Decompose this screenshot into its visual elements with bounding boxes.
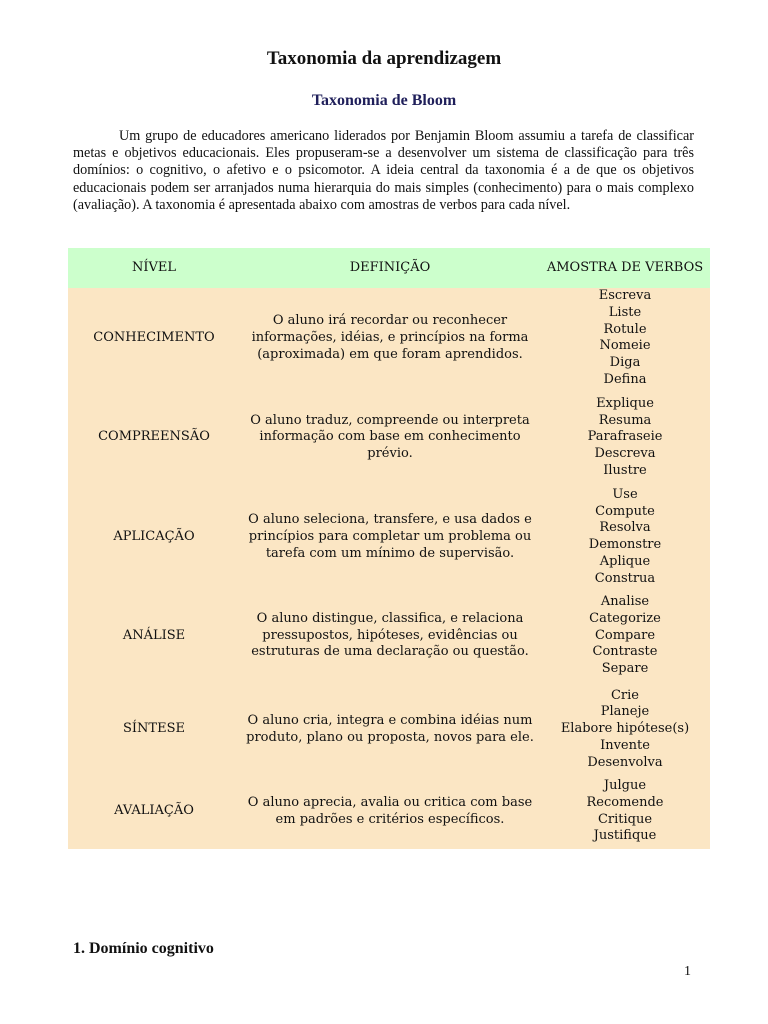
verb-item: Use [612, 486, 638, 502]
table-row [68, 389, 710, 487]
definition-cell: O aluno aprecia, avalia ou critica com base em padrões e critérios específicos. [240, 775, 540, 849]
verb-item: Planeje [600, 704, 650, 720]
verb-item: Resolva [599, 520, 651, 536]
verb-item: Desenvolva [587, 754, 663, 770]
verb-item: Aplique [599, 553, 651, 569]
table-row [68, 685, 710, 775]
table-row [68, 775, 710, 849]
verb-item: Resuma [598, 412, 652, 428]
level-cell: CONHECIMENTO [68, 288, 240, 389]
header-row [68, 248, 710, 288]
verb-item: Descreva [594, 446, 656, 462]
verb-item: Ilustre [603, 462, 647, 478]
definition-cell: O aluno traduz, compreende ou interpreta informação com base em conhecimento prévio. [240, 389, 540, 487]
verbs-cell [540, 775, 710, 849]
page-subtitle: Taxonomia de Bloom [311, 92, 457, 109]
verb-item: Nomeie [599, 338, 651, 354]
header-level: NÍVEL [68, 248, 240, 288]
page-title: Taxonomia da aprendizagem [266, 48, 502, 69]
level-cell: APLICAÇÃO [68, 487, 240, 588]
definition-cell: O aluno irá recordar ou reconhecer informações, idéias, e princípios na forma (aproximada) em que foram aprendidos. [240, 288, 540, 389]
intro-paragraph: Um grupo de educadores americano liderados por Benjamin Bloom assumiu a tarefa de classificar metas e objetivos educacionais. Eles propuseram-se a desenvolver um sistema de classificação para três domínios: o cognitivo, o afetivo e o psicomotor. A ideia central da taxonomia é a de que os objetivos educacionais podem ser arranjados numa hierarquia do mais simples (conhecimento) para o mais complexo (avaliação). A taxonomia é apresentada abaixo com amostras de verbos para cada nível. [73, 128, 694, 213]
verb-item: Elabore hipótese(s) [560, 721, 690, 737]
verb-item: Justifique [593, 828, 657, 844]
verbs-cell [540, 487, 710, 588]
definition-cell: O aluno seleciona, transfere, e usa dados e princípios para completar um problema ou tarefa com um mínimo de supervisão. [240, 487, 540, 588]
verb-item: Recomende [586, 794, 664, 810]
level-cell: COMPREENSÃO [68, 389, 240, 487]
verb-item: Construa [594, 570, 656, 586]
verb-item: Parafraseie [587, 429, 663, 445]
verb-item: Compare [594, 627, 656, 643]
verb-item: Rotule [603, 321, 647, 337]
verb-item: Escreva [598, 288, 652, 303]
verb-item: Categorize [589, 610, 661, 626]
verb-item: Explique [596, 395, 654, 411]
header-definition: DEFINIÇÃO [240, 248, 540, 288]
header-verbs: AMOSTRA DE VERBOS [540, 248, 710, 288]
verb-item: Critique [597, 811, 653, 827]
definition-cell: O aluno cria, integra e combina idéias num produto, plano ou proposta, novos para ele. [240, 685, 540, 775]
verb-item: Crie [610, 687, 639, 703]
level-cell: SÍNTESE [68, 685, 240, 775]
verb-item: Compute [595, 503, 655, 519]
section-heading: 1. Domínio cognitivo [73, 940, 214, 957]
table-row [68, 487, 710, 588]
verbs-cell [540, 288, 710, 389]
verbs-cell [540, 685, 710, 775]
verb-item: Invente [600, 737, 650, 753]
verb-item: Julgue [603, 777, 647, 793]
verb-item: Liste [608, 304, 642, 320]
verb-item: Demonstre [588, 537, 662, 553]
definition-cell: O aluno distingue, classifica, e relaciona pressupostos, hipóteses, evidências ou estruturas de uma declaração ou questão. [240, 588, 540, 685]
bloom-taxonomy-table [68, 248, 710, 849]
level-cell: ANÁLISE [68, 588, 240, 685]
table-row [68, 288, 710, 389]
level-cell: AVALIAÇÃO [68, 775, 240, 849]
verbs-cell [540, 588, 710, 685]
verbs-cell [540, 389, 710, 487]
verb-item: Analise [600, 594, 650, 610]
verb-item: Diga [609, 355, 641, 371]
verb-item: Contraste [592, 644, 658, 660]
table-header [68, 248, 710, 288]
verb-item: Defina [603, 371, 647, 387]
table-row [68, 588, 710, 685]
page-number: 1 [684, 964, 691, 979]
verb-item: Separe [601, 661, 649, 677]
